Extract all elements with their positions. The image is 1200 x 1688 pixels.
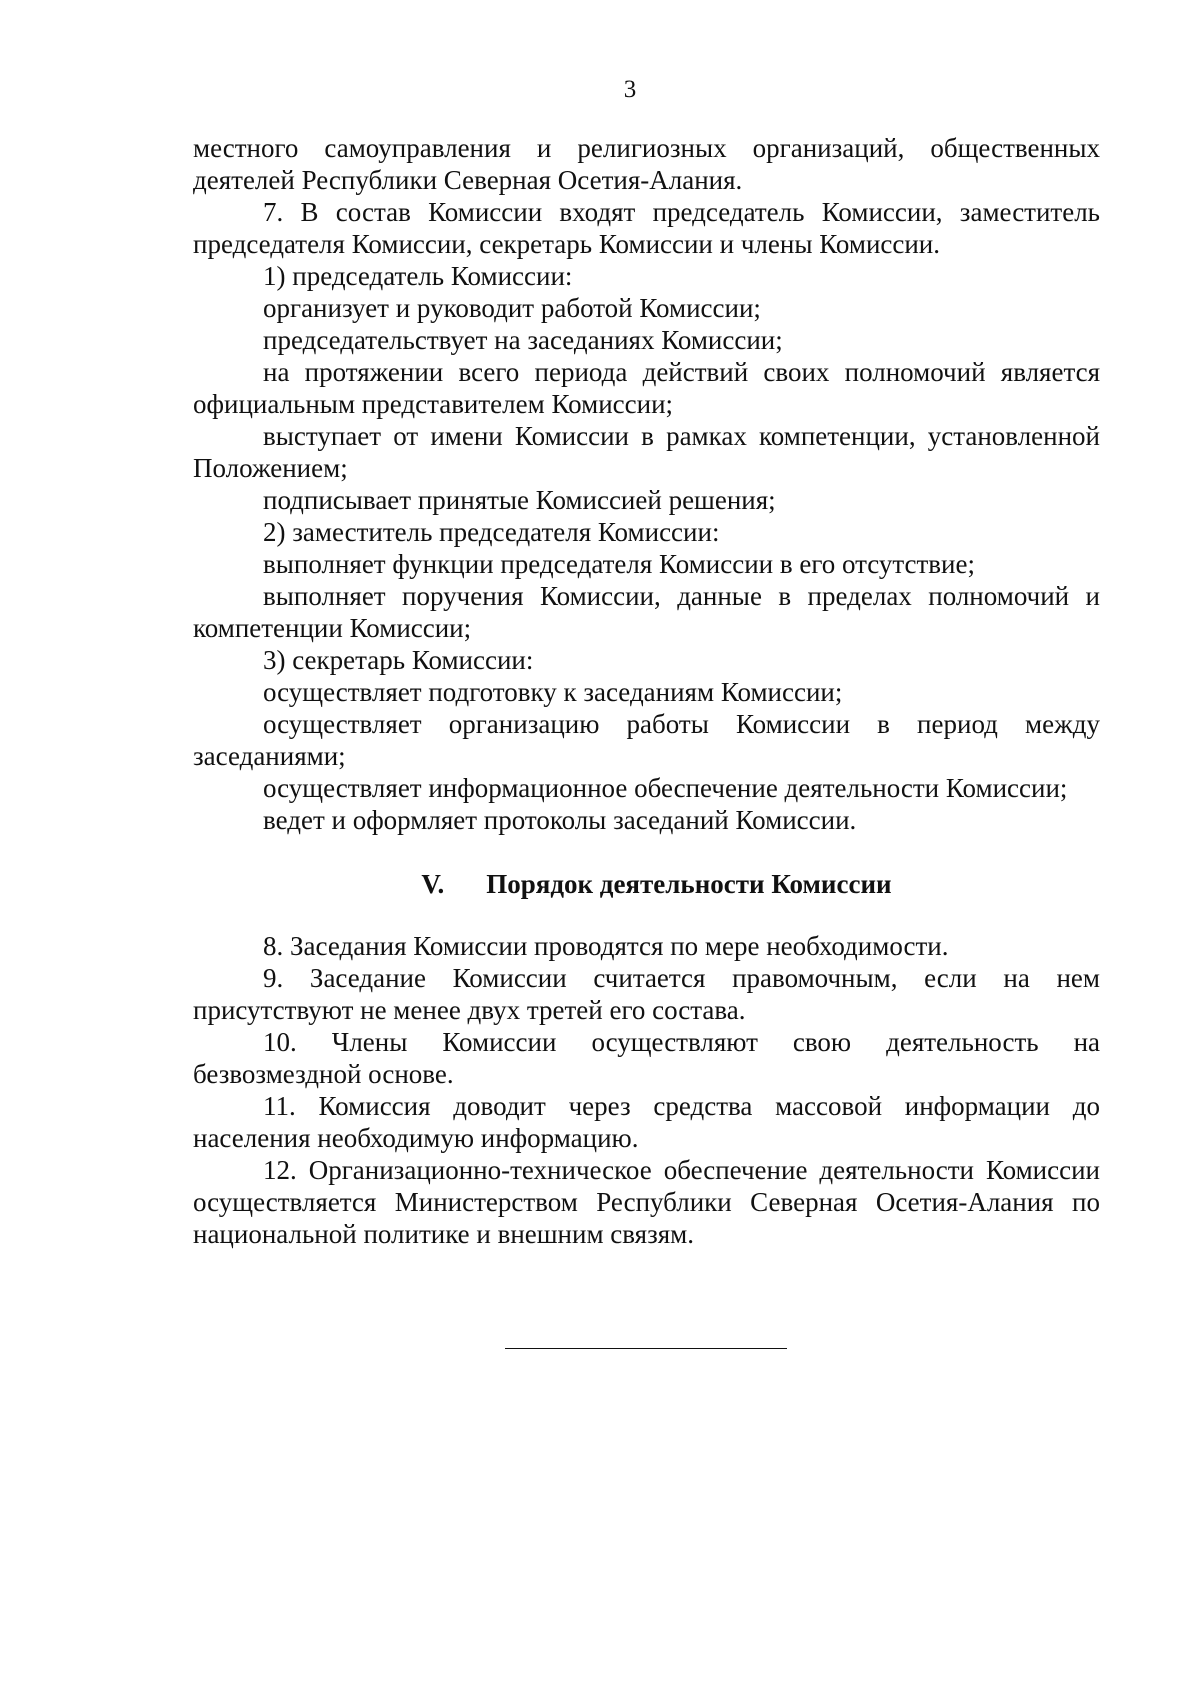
section-number: V. [421, 869, 445, 899]
paragraph: подписывает принятые Комиссией решения; [263, 485, 776, 515]
paragraph-item-9: 9. Заседание Комиссии считается правомочным, если на нем присутствуют не менее двух третей его состава. [193, 963, 1100, 1025]
paragraph: председательствует на заседаниях Комиссии; [263, 325, 783, 355]
paragraph-item-8: 8. Заседания Комиссии проводятся по мере необходимости. [263, 931, 949, 961]
paragraph: организует и руководит работой Комиссии; [263, 293, 761, 323]
end-separator-line [505, 1348, 787, 1349]
page-number: 3 [623, 76, 637, 103]
paragraph-item-11: 11. Комиссия доводит через средства массовой информации до населения необходимую информацию. [193, 1091, 1100, 1153]
paragraph: выполняет поручения Комиссии, данные в пределах полномочий и компетенции Комиссии; [193, 581, 1100, 643]
paragraph: выполняет функции председателя Комиссии в его отсутствие; [263, 549, 975, 579]
paragraph: на протяжении всего периода действий своих полномочий является официальным представителем Комиссии; [193, 357, 1100, 419]
paragraph: осуществляет подготовку к заседаниям Комиссии; [263, 677, 843, 707]
subitem-secretary: 3) секретарь Комиссии: [263, 645, 534, 675]
paragraph-item-10: 10. Члены Комиссии осуществляют свою деятельность на безвозмездной основе. [193, 1027, 1100, 1089]
paragraph: ведет и оформляет протоколы заседаний Комиссии. [263, 805, 857, 835]
document-body [193, 132, 1100, 1250]
paragraph-item-12: 12. Организационно-техническое обеспечение деятельности Комиссии осуществляется Министерством Республики Северная Осетия-Алания по национальной политике и внешним связям. [193, 1155, 1100, 1249]
section-top-paragraphs [193, 132, 1100, 836]
section-title: Порядок деятельности Комиссии [486, 869, 892, 899]
paragraph: осуществляет информационное обеспечение деятельности Комиссии; [263, 773, 1068, 803]
paragraph-item-7: 7. В состав Комиссии входят председатель Комиссии, заместитель председателя Комиссии, секретарь Комиссии и члены Комиссии. [193, 197, 1100, 259]
paragraph: выступает от имени Комиссии в рамках компетенции, установленной Положением; [193, 421, 1100, 483]
section-bottom-paragraphs [193, 930, 1100, 1250]
subitem-deputy-chairman: 2) заместитель председателя Комиссии: [263, 517, 720, 547]
subitem-chairman: 1) председатель Комиссии: [263, 261, 573, 291]
paragraph: осуществляет организацию работы Комиссии в период между заседаниями; [193, 709, 1100, 771]
section-heading [193, 868, 1100, 900]
paragraph: местного самоуправления и религиозных организаций, общественных деятелей Республики Северная Осетия-Алания. [193, 133, 1100, 195]
